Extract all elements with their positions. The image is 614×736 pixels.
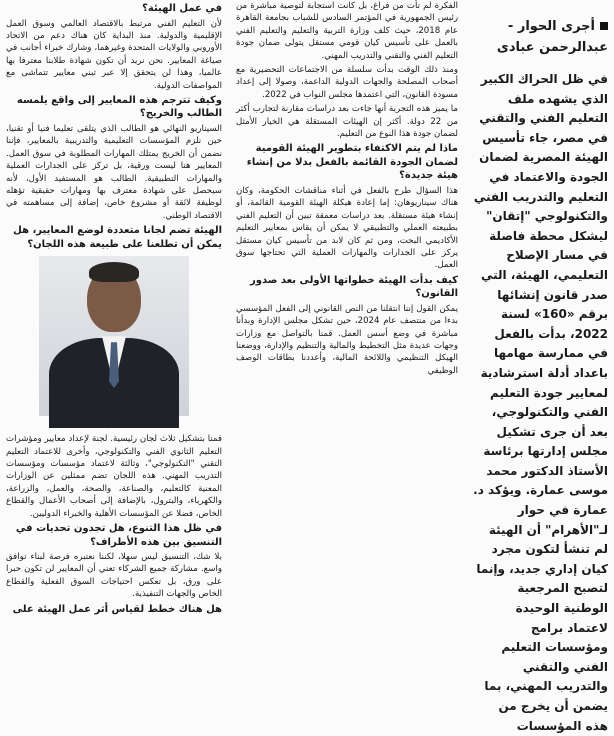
lead-paragraph: في ظل الحراك الكبير الذي يشهده ملف التعليم الفني والتقني في مصر، جاء تأسيس الهيئة المصرية لضمان الجودة والاعتماد في التعليم والتدريب الفني والتكنولوجي "إتقان" ليشكل محطة فاصلة في مسار الإصلاح التعليمي، الهيئة، التي صدر قانون إنشائها برقم «160» لسنة 2022، بدأت بالفعل في ممارسة مهامها باعداد أدلة استرشادية لمعايير جودة التعليم الفني والتكنولوجي، بعد أن جرى تشكيل مجلس إدارتها برئاسة الأستاذ الدكتور محمد موسى عمارة. ويؤكد د. عمارة في حوار لـ"الأهرام" أن الهيئة لم تنشأ لتكون مجرد كيان إداري جديد، وإنما لتصبح المرجعية الوطنية الوحيدة لاعتماد برامج ومؤسسات التعليم الفني والتقني والتدريب المهني، بما يضمن أن يخرج من هذه المؤسسات bbox=[473, 72, 608, 733]
article-paragraph: ما يميز هذه التجربة أنها جاءت بعد دراسات مقارنة لتجارب أكثر من 22 دولة. أكثر إن الهيئات المستقلة هي الخيار الأمثل لضمان جودة هذا النوع من التعليم. bbox=[236, 104, 458, 140]
left-column bbox=[0, 0, 226, 615]
article-paragraph: قمنا بتشكيل ثلاث لجان رئيسية. لجنة لإعداد معايير ومؤشرات التعليم الثانوي الفني والتكنولوجي، وأخرى للاعتماد التعليم التقني "التكنولوجي"، وثالثة لاعتماد مؤسسات ومؤسسات التدريب المهني. هذه اللجان تضم ممثلين عن الوزارات المعنية كالتعليم، والصناعة، والصحة، والعمل، والزراعة، والكهرباء، والبترول، بالإضافة إلى أصحاب الأعمال والقطاع الخاص، فضلا عن المؤسسات الأهلية والخبراء الدوليين. bbox=[6, 434, 222, 519]
article-paragraph: السيناريو النهائي هو الطالب الذي يتلقى تعليما فنيا أو تقنيا، حين نلزم المؤسسات التعليمية والتدريبية بالمعايير، فإننا نضمن أن الخريج يمتلك المهارات المطلوبة في سوق العمل. المعايير هنا ليست ورقية، بل تركز على الجدارات العملية والمهارات التطبيقية. الطالب هو المستفيد الأول، لأنه سيحصل على شهادة معترف بها ومهارات حقيقية تؤهله لوظيفة لائقة أو مشروع خاص، إضافة إلى مساهمته في الاقتصاد الوطني. bbox=[6, 123, 222, 221]
article-paragraph: الفكرة لم تأت من فراغ، بل كانت استجابة لتوصية مباشرة من رئيس الجمهورية في المؤتمر السادس للشباب بجامعة القاهرة عام 2018، حيث كلف وزارة التربية والتعليم والتعليم الفني بالعمل على تأسيس كيان قومي مستقل يتولى ضمان جودة التعليم الفني والتقني والتدريب المهني. bbox=[236, 1, 458, 61]
article-paragraph: لأن التعليم الفني مرتبط بالاقتصاد العالمي وسوق العمل الإقليمية والدولية. منذ البداية كان هناك دعم من الاتحاد الأوروبي والولايات المتحدة وغيرهما، وشارك خبراء أجانب في صياغة المعايير. نحن نريد أن تكون شهادة طلابنا معترفا بها عالميا، وهذا لن يتحقق إلا عبر تبني معايير تتماشى مع المواصفات الدولية. bbox=[6, 18, 222, 91]
byline-line-1: أجرى الحوار - bbox=[507, 19, 595, 34]
portrait-photo bbox=[39, 256, 189, 416]
byline bbox=[472, 18, 608, 56]
article-paragraph: هذا السؤال طرح بالفعل في أثناء مناقشات الحكومة، وكان هناك سيناريوهان: إما إعادة هيكلة الهيئة القومية القائمة، أو إنشاء هيئة مستقلة. بعد دراسات معمقة تبين أن التعليم الفني بطبيعته العملي والتطبيقي لا يمكن أن يقاس بمعايير التعليم الأكاديمي البحت، ومن ثم كان لابد من تأسيس كيان مستقل يركز على الجدارات والمهارات العملية التي تحتاجها سوق العمل. bbox=[236, 185, 458, 271]
question-heading: كيف بدأت الهيئة خطواتها الأولى بعد صدور القانون؟ bbox=[249, 274, 458, 300]
square-bullet-icon bbox=[600, 22, 608, 30]
question-heading: الهيئة تضم لجانا متعددة لوضع المعايير، هل يمكن أن تطلعنا على طبيعة هذه اللجان؟ bbox=[13, 225, 222, 250]
question-heading: في عمل الهيئة؟ bbox=[142, 3, 222, 14]
byline-author: عبدالرحمن عبادى bbox=[496, 40, 608, 55]
question-heading: ماذا لم يتم الاكتفاء بتطوير الهيئة القومية لضمان الجودة القائمة بالفعل بدلا من إنشاء هيئة جديدة؟ bbox=[246, 143, 458, 182]
article-paragraph: بلا شك، التنسيق ليس سهلا، لكننا نعتبره فرصة لبناء توافق واسع. مشاركة جميع الشركاء تعني أن المعايير لن تكون حبرا على ورق، بل تعكس احتياجات السوق الفعلية والقطاع الخاص والجهات التنفيذية. bbox=[6, 552, 222, 600]
middle-column bbox=[232, 0, 462, 470]
right-column bbox=[468, 0, 614, 733]
question-heading: في ظل هذا التنوع، هل تجدون تحديات في التنسيق بين هذه الأطراف؟ bbox=[15, 523, 222, 548]
article-paragraph: يمكن القول إننا انتقلنا من النص القانوني إلى الفعل المؤسسي بدءا من منتصف عام 2024، حين تشكل مجلس الإدارة وبدأنا مباشرة في وضع أسس العمل. قمنا بالتواصل مع وزارات وجهات عديدة مثل التخطيط والمالية والتنظيم والإدارة، ووضعنا الهيكل التنظيمي واللائحة المالية، وأعددنا بطاقات الوصف الوظيفي bbox=[236, 303, 459, 376]
question-heading: هل هناك خطط لقياس أثر عمل الهيئة على bbox=[12, 603, 222, 615]
article-paragraph: ومنذ ذلك الوقت بدأت سلسلة من الاجتماعات التحضيرية مع أصحاب المصلحة والجهات الدولية الداعمة، وصولا إلى إعداد مسودة القانون، التي اعتمدها مجلس النواب في 2022. bbox=[236, 65, 458, 100]
question-heading: وكيف تترجم هذه المعايير إلى واقع يلمسه الطالب والخريج؟ bbox=[16, 94, 222, 120]
